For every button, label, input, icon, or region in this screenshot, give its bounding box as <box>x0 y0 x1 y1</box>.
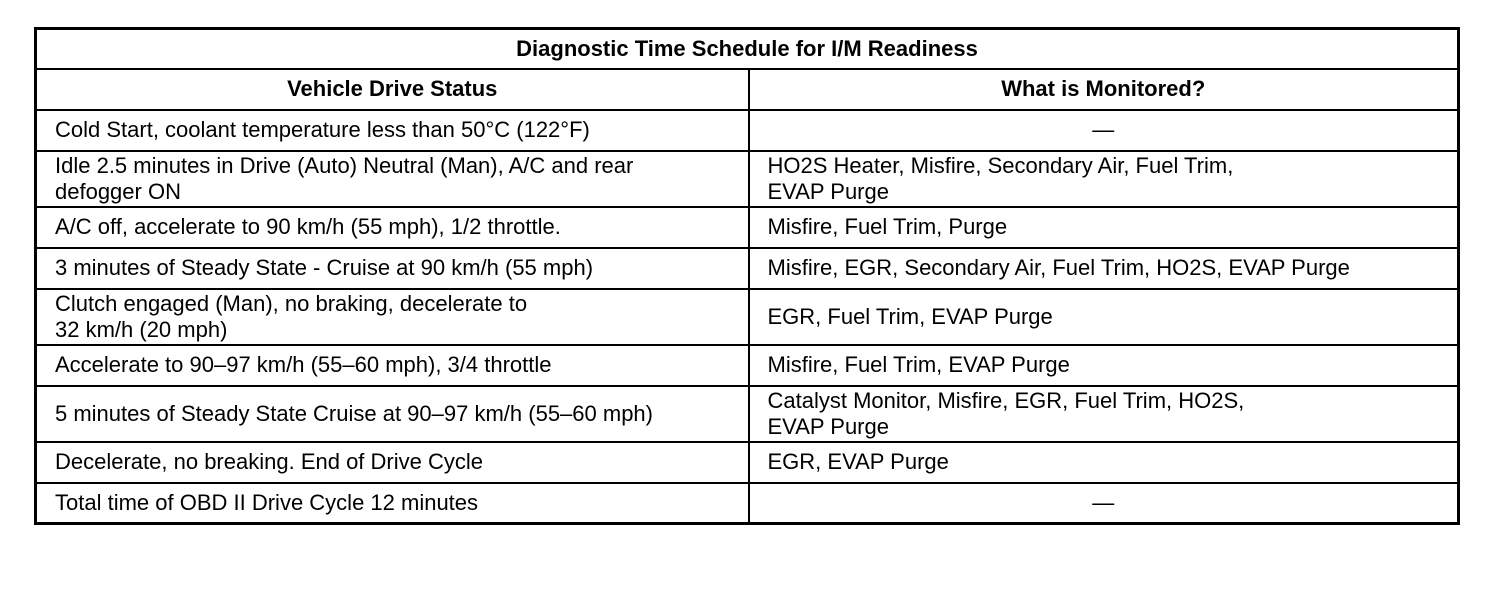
table-row <box>36 442 1459 483</box>
monitored-cell: EGR, EVAP Purge <box>749 442 1459 483</box>
monitored-cell: Catalyst Monitor, Misfire, EGR, Fuel Trim, HO2S, EVAP Purge <box>749 386 1459 442</box>
drive-status-cell: Total time of OBD II Drive Cycle 12 minutes <box>36 483 749 524</box>
monitored-cell: Misfire, EGR, Secondary Air, Fuel Trim, HO2S, EVAP Purge <box>749 248 1459 289</box>
monitored-cell: Misfire, Fuel Trim, Purge <box>749 207 1459 248</box>
drive-status-cell: 3 minutes of Steady State - Cruise at 90 km/h (55 mph) <box>36 248 749 289</box>
monitored-cell: — <box>749 110 1459 151</box>
drive-status-cell: Decelerate, no breaking. End of Drive Cycle <box>36 442 749 483</box>
monitored-cell: — <box>749 483 1459 524</box>
drive-status-cell: 5 minutes of Steady State Cruise at 90–97 km/h (55–60 mph) <box>36 386 749 442</box>
drive-status-cell: Clutch engaged (Man), no braking, decelerate to 32 km/h (20 mph) <box>36 289 749 345</box>
drive-status-cell: Cold Start, coolant temperature less than 50°C (122°F) <box>36 110 749 151</box>
table-row <box>36 110 1459 151</box>
table-header-row <box>36 69 1459 110</box>
diagnostic-schedule-table <box>34 27 1460 525</box>
monitored-cell: Misfire, Fuel Trim, EVAP Purge <box>749 345 1459 386</box>
table-row <box>36 248 1459 289</box>
table-row <box>36 386 1459 442</box>
header-what-is-monitored: What is Monitored? <box>749 69 1459 110</box>
table-row <box>36 207 1459 248</box>
monitored-cell: HO2S Heater, Misfire, Secondary Air, Fuel Trim, EVAP Purge <box>749 151 1459 207</box>
table-title-row <box>36 29 1459 69</box>
table-row <box>36 151 1459 207</box>
table-row <box>36 483 1459 524</box>
monitored-cell: EGR, Fuel Trim, EVAP Purge <box>749 289 1459 345</box>
table-row <box>36 345 1459 386</box>
table-title: Diagnostic Time Schedule for I/M Readiness <box>36 29 1459 69</box>
drive-status-cell: Idle 2.5 minutes in Drive (Auto) Neutral (Man), A/C and rear defogger ON <box>36 151 749 207</box>
drive-status-cell: Accelerate to 90–97 km/h (55–60 mph), 3/4 throttle <box>36 345 749 386</box>
header-vehicle-drive-status: Vehicle Drive Status <box>36 69 749 110</box>
table-row <box>36 289 1459 345</box>
drive-status-cell: A/C off, accelerate to 90 km/h (55 mph), 1/2 throttle. <box>36 207 749 248</box>
